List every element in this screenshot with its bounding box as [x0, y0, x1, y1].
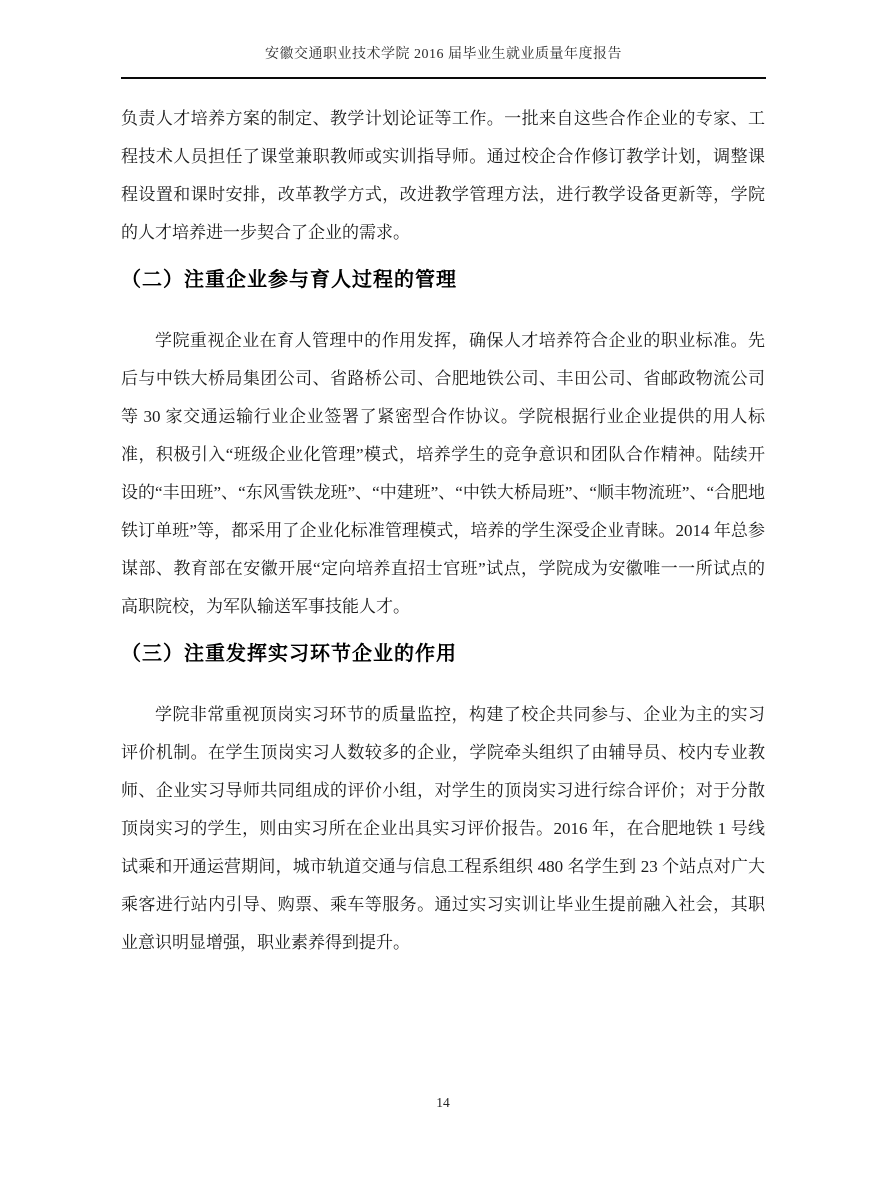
paragraph-section-3: 学院非常重视顶岗实习环节的质量监控，构建了校企共同参与、企业为主的实习评价机制。在学生顶岗实习人数较多的企业，学院牵头组织了由辅导员、校内专业教师、企业实习导师共同组成的评价小组，对学生的顶岗实习进行综合评价；对于分散顶岗实习的学生，则由实习所在企业出具实习评价报告。2016 年，在合肥地铁 1 号线试乘和开通运营期间，城市轨道交通与信息工程系组织 480 名学生到 23 个站点对广大乘客进行站内引导、购票、乘车等服务。通过实习实训让毕业生提前融入社会，其职业意识明显增强，职业素养得到提升。 [121, 705, 765, 952]
paragraph-continued-from-previous-page: 负责人才培养方案的制定、教学计划论证等工作。一批来自这些合作企业的专家、工程技术人员担任了课堂兼职教师或实训指导师。通过校企合作修订教学计划，调整课程设置和课时安排，改革教学方式，改进教学管理方法，进行教学设备更新等，学院的人才培养进一步契合了企业的需求。 [121, 109, 765, 242]
section-heading-3: （三）注重发挥实习环节企业的作用 [121, 643, 457, 665]
header-rule [121, 77, 766, 79]
paragraph-section-2: 学院重视企业在育人管理中的作用发挥，确保人才培养符合企业的职业标准。先后与中铁大桥局集团公司、省路桥公司、合肥地铁公司、丰田公司、省邮政物流公司等 30 家交通运输行业企业签署了紧密型合作协议。学院根据行业企业提供的用人标准，积极引入“班级企业化管理”模式，培养学生的竞争意识和团队合作精神。陆续开设的“丰田班”、“东风雪铁龙班”、“中建班”、“中铁大桥局班”、“顺丰物流班”、“合肥地铁订单班”等，都采用了企业化标准管理模式，培养的学生深受企业青睐。2014 年总参谋部、教育部在安徽开展“定向培养直招士官班”试点，学院成为安徽唯一一所试点的高职院校，为军队输送军事技能人才。 [121, 331, 765, 616]
page-header [121, 0, 766, 79]
section-heading-2: （二）注重企业参与育人过程的管理 [121, 269, 457, 291]
page-number: 14 [436, 1095, 450, 1110]
document-body [121, 100, 765, 962]
page-footer [121, 1094, 765, 1112]
running-header-title: 安徽交通职业技术学院 2016 届毕业生就业质量年度报告 [265, 47, 622, 62]
